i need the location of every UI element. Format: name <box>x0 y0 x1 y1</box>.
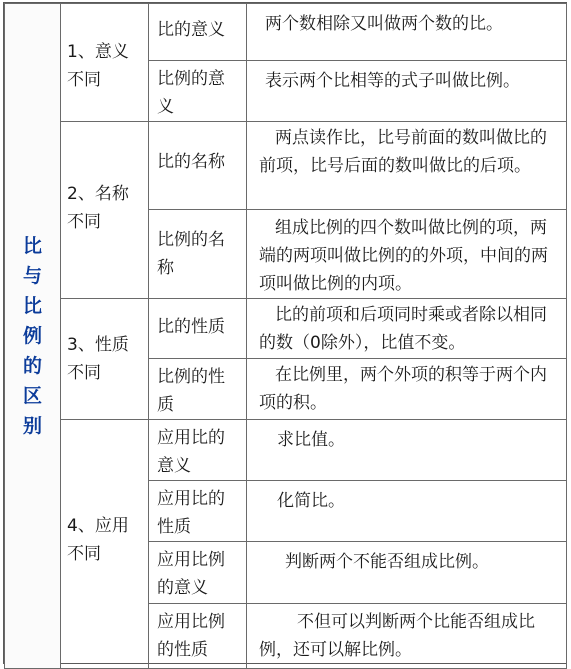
row-label: 应用比例的性质 <box>149 604 247 669</box>
row-description: 组成比例的四个数叫做比例的项，两端的两项叫做比例的的外项，中间的两项叫做比例的内项。 <box>247 210 567 299</box>
row-label: 比例的意义 <box>149 61 247 122</box>
title-char: 与 <box>22 265 42 287</box>
row-description: 化简比。 <box>247 481 567 542</box>
row-label: 应用比的性质 <box>149 481 247 542</box>
row-description: 表示两个比相等的式子叫做比例。 <box>247 61 567 122</box>
row-description: 两点读作比，比号前面的数叫做比的前项，比号后面的数叫做比的后项。 <box>247 122 567 210</box>
row-label: 比的性质 <box>149 299 247 359</box>
table-row <box>5 299 567 359</box>
title-char: 比 <box>22 295 42 317</box>
row-description: 比的前项和后项同时乘或者除以相同的数（0除外），比值不变。 <box>247 299 567 359</box>
row-description: 两个数相除又叫做两个数的比。 <box>247 4 567 61</box>
title-char: 比 <box>22 235 42 257</box>
table-row <box>5 4 567 61</box>
group-label-name: 2、名称不同 <box>61 122 149 299</box>
row-description: 不但可以判断两个比能否组成比例，还可以解比例。 <box>247 604 567 669</box>
row-label: 比例的名称 <box>149 210 247 299</box>
row-label: 比的名称 <box>149 122 247 210</box>
title-char: 的 <box>22 355 42 377</box>
row-label: 比例的性质 <box>149 359 247 420</box>
table-row <box>5 122 567 210</box>
title-char: 别 <box>22 415 42 437</box>
comparison-table <box>4 3 567 669</box>
group-label-application: 4、应用不同 <box>61 420 149 669</box>
title-char: 例 <box>22 325 42 347</box>
row-label: 比的意义 <box>149 4 247 61</box>
title-char: 区 <box>22 385 42 407</box>
group-label-meaning: 1、意义不同 <box>61 4 149 122</box>
table-title-cell <box>5 4 61 669</box>
row-description: 求比值。 <box>247 420 567 481</box>
row-description: 在比例里，两个外项的积等于两个内项的积。 <box>247 359 567 420</box>
group-label-property: 3、性质不同 <box>61 299 149 420</box>
row-label: 应用比例的意义 <box>149 542 247 604</box>
row-label: 应用比的意义 <box>149 420 247 481</box>
table-row <box>5 420 567 481</box>
row-description: 判断两个不能否组成比例。 <box>247 542 567 604</box>
